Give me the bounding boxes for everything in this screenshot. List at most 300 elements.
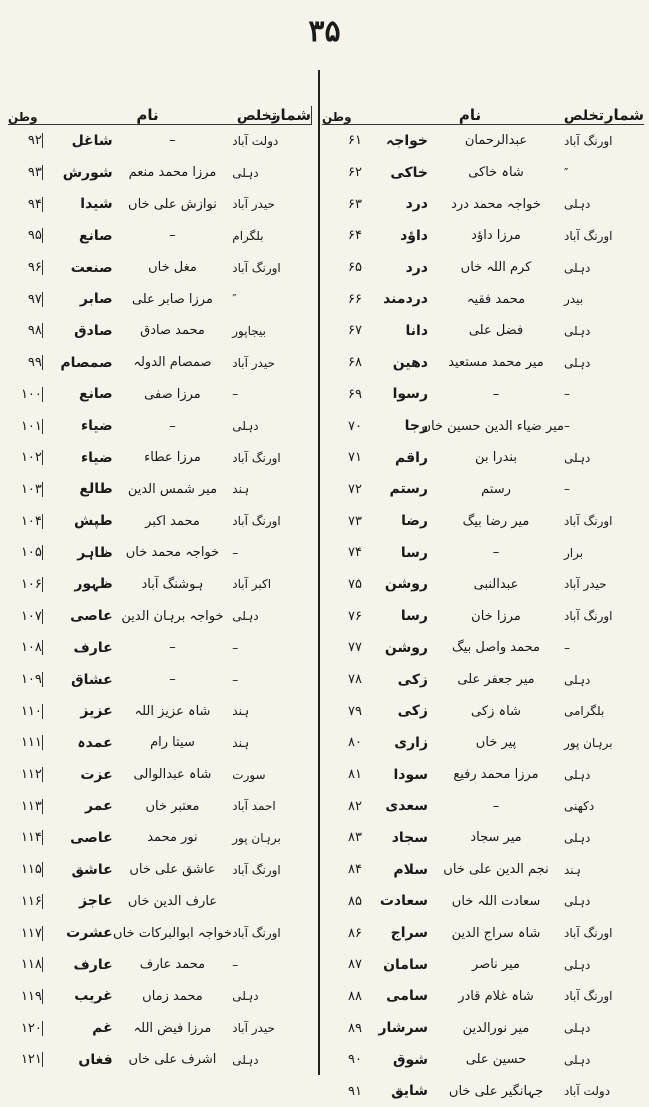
row-home: – [232,640,239,655]
header-number: شمار [271,106,311,124]
row-number: ۱۱۴ [8,830,43,845]
row-home: ہند [232,704,250,719]
row-takhallus: درد [405,196,428,213]
row-takhallus: شیدا [80,196,113,213]
row-name: عارف الدین خاں [127,893,218,909]
row-number: ۸۱ [348,767,362,783]
table-row [8,822,312,854]
row-name: مرزا عطاء [144,450,201,466]
row-takhallus: دانا [405,322,428,339]
row-name: شاہ سراج الدین [451,925,541,941]
row-home: – [232,957,239,972]
row-name: عاشق علی خاں [129,862,216,878]
row-takhallus: درد [405,259,428,276]
row-takhallus: دردمند [383,291,428,308]
row-number: ۱۰۳ [8,482,43,497]
row-home: برہان پور [564,735,613,750]
row-name: مرزا محمد رفیع [453,767,539,783]
row-name: مرزا محمد منعم [128,165,217,181]
row-home: حیدر آباد [232,197,275,212]
row-number: ۸۲ [348,798,362,814]
row-number: ۹۰ [348,1052,362,1068]
row-takhallus: فغاں [78,1051,113,1068]
row-home: دہلی [232,419,259,434]
row-takhallus: سرشار [378,1020,428,1037]
header-name: نام [136,106,159,124]
row-name: جہانگیر علی خاں [448,1083,544,1099]
row-home: اورنگ آباد [564,926,613,941]
row-number: ۸۵ [348,893,362,909]
row-takhallus: رسا [400,608,428,625]
row-number: ۸۳ [348,830,362,846]
row-number: ۱۰۷ [8,609,43,624]
row-number: ۷۶ [348,608,362,624]
table-row [322,917,644,949]
row-name: نجم الدین علی خاں [443,862,549,878]
row-name: خواجہ ابوالبرکات خاں [113,925,232,941]
row-number: ۶۱ [348,133,362,149]
row-number: ۱۲۰ [8,1021,43,1036]
row-takhallus: زکی [397,671,428,688]
row-takhallus: شوق [392,1051,428,1068]
row-home: دہلی [564,830,591,845]
row-takhallus: شاغل [71,132,113,149]
row-home: – [564,640,570,655]
header-name: نام [458,106,482,124]
row-name: میر محمد مستعید [448,355,544,371]
row-number: ۷۹ [348,703,362,719]
row-name: میر سجاد [470,830,522,846]
row-name: سیتا رام [150,735,195,751]
row-name: مرزا صفی [144,386,201,402]
row-home: دہلی [564,957,591,972]
table-row [8,600,312,632]
row-home: دکھنی [564,799,595,814]
row-takhallus: سعدی [385,798,428,815]
header-takhallus: تخلص [236,108,277,124]
row-home: بلگرام [232,228,264,243]
table-row [322,125,644,157]
table-row [8,632,312,664]
row-takhallus: زکی [397,703,428,720]
row-number: ۶۷ [348,323,362,339]
table-row [8,854,312,886]
row-name: – [169,133,176,149]
table-row [8,220,312,252]
table-row [322,569,644,601]
row-takhallus: صنعت [70,259,113,276]
table-row [8,695,312,727]
row-home: – [232,545,239,560]
table-row [8,505,312,537]
row-home: دہلی [564,767,591,782]
row-number: ۹۹ [8,355,43,370]
row-number: ۱۰۰ [8,387,43,402]
table-row [322,315,644,347]
row-name: محمد زماں [142,988,203,1004]
row-number: ۹۴ [8,197,43,212]
row-takhallus: شایق [391,1083,428,1100]
row-name: – [492,386,500,402]
row-number: ۸۸ [348,988,362,1004]
row-name: مرزا خان [471,608,521,624]
row-number: ۶۵ [348,260,362,276]
table-row [322,537,644,569]
table-row [322,347,644,379]
row-takhallus: صانع [79,227,113,244]
table-row [322,790,644,822]
row-name: شاہ غلام قادر [458,988,534,1004]
row-takhallus: زاری [394,734,428,751]
row-takhallus: ظاہر [77,544,113,561]
row-home: بیجاپور [232,323,266,338]
row-name: عبدالرحمان [464,133,528,149]
table-row [322,600,644,632]
table-row [322,474,644,506]
row-home: دہلی [564,323,591,338]
row-takhallus: خواجہ [386,132,428,149]
row-name: معتبر خاں [145,798,200,814]
row-home: دہلی [564,197,591,212]
row-takhallus: خاکی [390,164,428,181]
row-number: ۶۲ [348,165,362,181]
page-number: ۳۵ [308,14,341,49]
table-row [322,1012,644,1044]
table-row [8,157,312,189]
row-number: ۷۵ [348,576,362,592]
row-takhallus: راقم [394,449,428,466]
row-name: صمصام الدولہ [133,355,212,371]
row-number: ۷۰ [348,418,362,434]
row-number: ۶۶ [348,291,362,307]
row-takhallus: عشاق [71,671,113,688]
row-name: عبدالنبی [473,576,519,592]
table-row [322,252,644,284]
row-home: – [232,387,239,402]
row-number: ۸۶ [348,925,362,941]
row-number: ۶۸ [348,355,362,371]
table-row [322,505,644,537]
table-header [8,84,312,125]
row-number: ۷۲ [348,481,362,497]
row-number: ۷۳ [348,513,362,529]
row-home: دہلی [564,672,591,687]
row-home: دہلی [232,609,259,624]
header-home: وطن [322,110,352,124]
row-takhallus: صادق [74,322,113,339]
right-column-table [322,84,644,1100]
table-row [8,917,312,949]
row-home: دہلی [564,450,591,465]
table-row [322,1044,644,1076]
table-row [8,664,312,696]
row-name: اشرف علی خاں [128,1052,217,1068]
row-number: ۱۱۲ [8,767,43,782]
row-name: – [169,418,176,434]
table-header [322,84,644,125]
row-takhallus: عارف [73,639,113,656]
table-row [322,822,644,854]
row-number: ۱۱۰ [8,704,43,719]
row-name: مرزا فیض اللہ [133,1020,212,1036]
table-row [322,949,644,981]
row-takhallus: عزیز [80,703,113,720]
row-number: ۹۱ [348,1083,362,1099]
table-row [322,981,644,1013]
row-number: ۷۴ [348,545,362,561]
row-home: حیدر آباد [232,355,275,370]
row-takhallus: سودا [393,766,428,783]
row-home: دہلی [232,165,259,180]
table-row [322,695,644,727]
row-number: ۹۶ [8,260,43,275]
row-home: – [232,672,239,687]
row-name: پیر خاں [475,735,517,751]
table-row [322,188,644,220]
table-row [8,474,312,506]
row-name: حسین علی [465,1052,527,1068]
table-row [8,981,312,1013]
row-home: حیدر آباد [232,1021,275,1036]
row-takhallus: روشن [384,639,428,656]
row-number: ۱۰۵ [8,545,43,560]
row-home: ″ [564,165,569,180]
row-takhallus: ضیاء [80,449,113,466]
row-takhallus: طالع [79,481,113,498]
table-row [322,410,644,442]
row-number: ۱۱۹ [8,989,43,1004]
row-home: دہلی [232,989,259,1004]
row-number: ۱۱۳ [8,799,43,814]
table-row [8,379,312,411]
row-number: ۸۷ [348,957,362,973]
row-number: ۹۲ [8,133,43,148]
row-home: اکبر آباد [232,577,272,592]
row-number: ۱۱۱ [8,735,43,750]
row-home: – [564,387,570,402]
row-number: ۱۱۸ [8,957,43,972]
row-name: محمد فقیہ [466,291,526,307]
row-home: اورنگ آباد [232,926,281,941]
row-takhallus: رسوا [392,386,428,403]
row-home: دولت آباد [564,1084,611,1099]
row-home: اورنگ آباد [564,609,613,624]
row-home: اورنگ آباد [232,450,281,465]
row-takhallus: سجاد [391,829,428,846]
row-takhallus: رستم [389,481,428,498]
row-home: سورت [232,767,266,782]
row-takhallus: سامی [386,988,428,1005]
row-home: احمد آباد [232,799,276,814]
row-number: ۱۱۵ [8,862,43,877]
row-home: ہند [232,735,250,750]
table-row [8,1044,312,1076]
row-takhallus: سعادت [379,893,428,910]
row-home: ″ [232,292,237,307]
row-takhallus: سامان [383,956,428,973]
row-number: ۶۹ [348,386,362,402]
table-row [322,157,644,189]
row-home: اورنگ آباد [232,514,281,529]
row-number: ۸۰ [348,735,362,751]
row-home: حیدر آباد [564,577,607,592]
row-home: اورنگ آباد [232,862,281,877]
row-home: برار [564,545,584,560]
table-row [8,727,312,759]
row-number: ۱۲۱ [8,1052,43,1067]
column-divider [318,70,320,1075]
row-name: شاہ زکی [471,703,521,719]
row-home: دہلی [564,260,591,275]
row-number: ۱۰۲ [8,450,43,465]
table-row [8,347,312,379]
row-name: نوازش علی خاں [128,196,217,212]
row-takhallus: ظہور [74,576,113,593]
table-row [8,283,312,315]
row-name: شاہ عبدالوالی [133,767,212,783]
row-name: بندرا بن [475,450,517,466]
table-row [8,252,312,284]
left-rows [8,125,312,1076]
table-row [8,1012,312,1044]
table-row [322,854,644,886]
table-row [8,125,312,157]
row-home: دہلی [564,1021,591,1036]
row-name: میر رضا بیگ [462,513,530,529]
header-number: شمار [604,106,644,124]
row-name: میر جعفر علی [457,672,535,688]
row-number: ۶۳ [348,196,362,212]
row-name: محمد عارف [139,957,206,973]
row-name: نور محمد [147,830,198,846]
header-takhallus: تخلص [563,108,604,124]
row-takhallus: داؤد [400,227,428,244]
row-name: محمد واصل بیگ [452,640,540,656]
row-takhallus: عاشق [71,861,113,878]
row-takhallus: طپش [73,513,113,530]
row-takhallus: رضا [401,513,428,530]
row-number: ۸۹ [348,1020,362,1036]
row-name: خواجہ برہان الدین [121,608,224,624]
row-takhallus: عارف [73,956,113,973]
row-takhallus: رجا [404,418,428,435]
row-name: شاہ عزیز اللہ [134,703,211,719]
row-name: فضل علی [468,323,524,339]
row-home: اورنگ آباد [564,133,613,148]
table-row [322,220,644,252]
row-takhallus: عمدہ [77,734,113,751]
table-row [8,569,312,601]
left-column-table [8,84,312,1074]
row-name: کرم اللہ خاں [460,260,532,276]
row-number: ۷۸ [348,672,362,688]
table-row [8,188,312,220]
row-number: ۹۵ [8,228,43,243]
row-name: خواجہ محمد درد [451,196,541,212]
table-row [8,949,312,981]
row-takhallus: عزت [80,766,113,783]
row-takhallus: صابر [79,291,113,308]
row-takhallus: عاجز [79,893,113,910]
table-row [322,442,644,474]
row-number: ۱۰۹ [8,672,43,687]
row-takhallus: شورش [62,164,113,181]
row-takhallus: روشن [384,576,428,593]
row-home: دہلی [564,355,591,370]
row-takhallus: ضیاء [80,418,113,435]
table-row [322,379,644,411]
row-name: سعادت اللہ خاں [451,893,541,909]
right-rows [322,125,644,1107]
row-home: اورنگ آباد [232,260,281,275]
row-name: مرزا داؤد [471,228,521,244]
row-name: محمد اکبر [145,513,200,529]
row-number: ۱۱۶ [8,894,43,909]
table-row [8,759,312,791]
row-takhallus: عشرت [66,925,113,942]
row-takhallus: صمصام [60,354,113,371]
row-takhallus: غم [92,1020,113,1037]
row-name: ہوشنگ آباد [141,576,204,592]
row-takhallus: غریب [74,988,113,1005]
row-takhallus: سراج [390,925,428,942]
row-home: بلگرامی [564,704,605,719]
row-home: – [564,419,570,434]
row-home: بیدر [564,292,584,307]
table-row [8,886,312,918]
row-name: مرزا صابر علی [131,291,213,307]
row-name: – [492,545,500,561]
row-number: ۹۳ [8,165,43,180]
row-home: – [564,482,570,497]
row-number: ۷۷ [348,640,362,656]
row-name: شاہ خاکی [468,165,524,181]
table-row [8,537,312,569]
row-name: میر نورالدین [462,1020,530,1036]
row-number: ۱۰۱ [8,419,43,434]
table-row [322,727,644,759]
row-name: – [169,640,176,656]
row-home: برہان پور [232,830,281,845]
table-row [322,1076,644,1107]
table-row [322,759,644,791]
table-row [322,664,644,696]
row-number: ۹۷ [8,292,43,307]
row-name: خواجہ محمد خاں [125,545,220,561]
row-number: ۶۴ [348,228,362,244]
row-number: ۱۰۸ [8,640,43,655]
table-row [322,283,644,315]
row-number: ۹۸ [8,323,43,338]
row-home: اورنگ آباد [564,514,613,529]
row-number: ۸۴ [348,862,362,878]
table-row [322,632,644,664]
row-number: ۱۱۷ [8,926,43,941]
row-home: اورنگ آباد [564,228,613,243]
table-row [322,886,644,918]
table-row [8,315,312,347]
row-number: ۷۱ [348,450,362,466]
row-home: دولت آباد [232,133,279,148]
row-takhallus: عاصی [70,608,113,625]
row-name: مغل خاں [148,260,197,276]
row-home: اورنگ آباد [564,989,613,1004]
row-number: ۱۰۶ [8,577,43,592]
row-home: ہند [232,482,250,497]
row-name: – [492,798,500,814]
row-takhallus: سلام [393,861,428,878]
table-row [8,790,312,822]
